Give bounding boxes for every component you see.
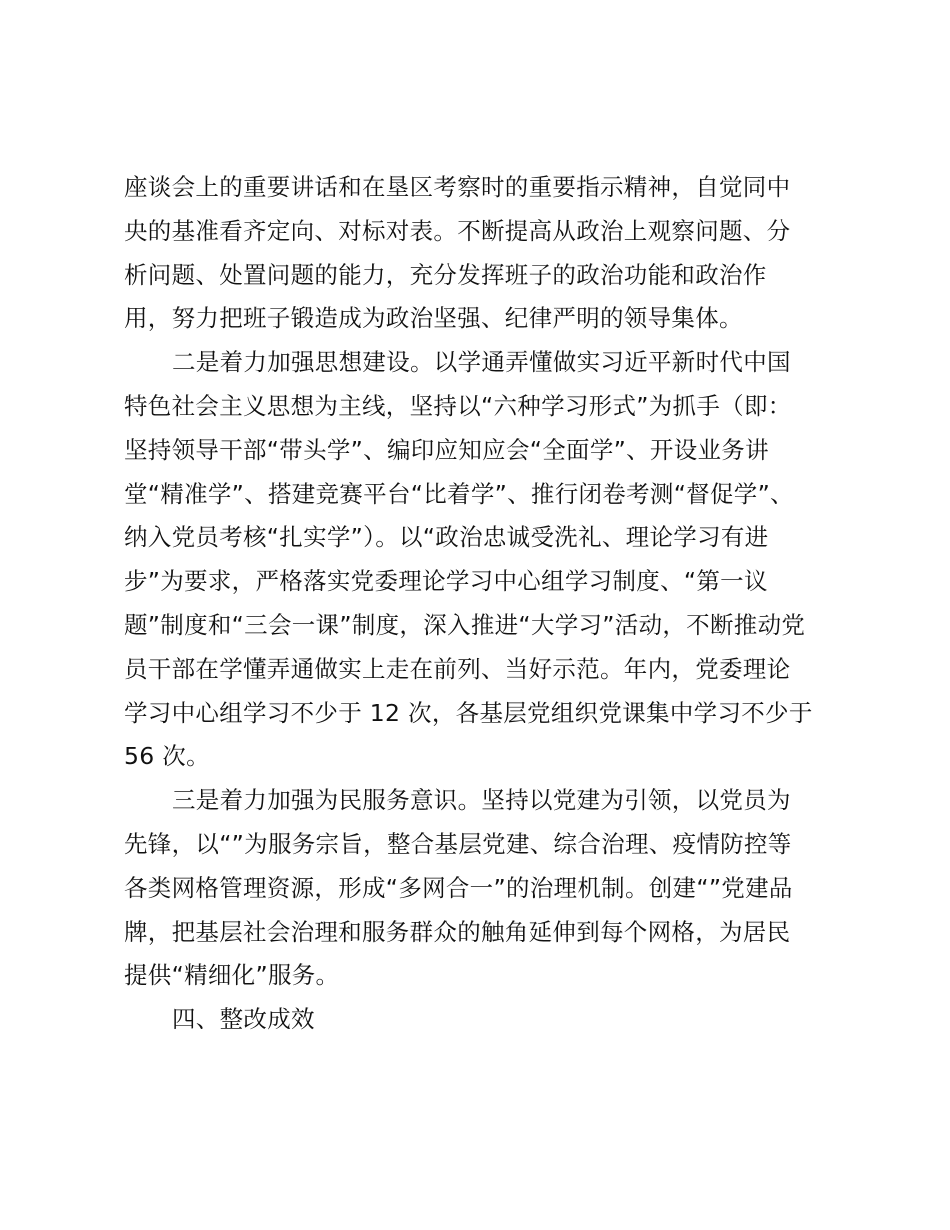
text-line: 牌，把基层社会治理和服务群众的触角延伸到每个网格，为居民 bbox=[124, 917, 791, 946]
text-line: 央的基准看齐定向、对标对表。不断提高从政治上观察问题、分 bbox=[124, 216, 791, 245]
text-line: 特色社会主义思想为主线，坚持以“六种学习形式”为抓手（即： bbox=[124, 391, 792, 420]
text-line: 学习中心组学习不少于 12 次，各基层党组织党课集中学习不少于 bbox=[124, 698, 813, 727]
text-line: 步”为要求，严格落实党委理论学习中心组学习制度、“第一议 bbox=[124, 567, 768, 596]
text-line: 堂“精准学”、搭建竞赛平台“比着学”、推行闭卷考测“督促学”、 bbox=[124, 479, 794, 508]
paragraph-start-line: 二是着力加强思想建设。以学通弄懂做实习近平新时代中国 bbox=[172, 348, 791, 377]
text-line: 员干部在学懂弄通做实上走在前列、当好示范。年内，党委理论 bbox=[124, 654, 791, 683]
section-heading: 四、整改成效 bbox=[172, 1005, 315, 1034]
text-line: 析问题、处置问题的能力，充分发挥班子的政治功能和政治作 bbox=[124, 260, 767, 289]
text-line: 先锋，以“”为服务宗旨，整合基层党建、综合治理、疫情防控等 bbox=[124, 829, 792, 858]
text-line: 座谈会上的重要讲话和在垦区考察时的重要指示精神，自觉同中 bbox=[124, 173, 791, 201]
text-line: 提供“精细化”服务。 bbox=[124, 961, 340, 990]
text-line: 用，努力把班子锻造成为政治坚强、纪律严明的领导集体。 bbox=[124, 304, 743, 333]
text-line: 纳入党员考核“扎实学”）。以“政治忠诚受洗礼、理论学习有进 bbox=[124, 523, 769, 552]
text-line: 各类网格管理资源，形成“多网合一”的治理机制。创建“”党建品 bbox=[124, 873, 793, 902]
paragraph-start-line: 三是着力加强为民服务意识。坚持以党建为引领，以党员为 bbox=[172, 786, 791, 815]
text-line: 题”制度和“三会一课”制度，深入推进“大学习”活动，不断推动党 bbox=[124, 610, 806, 639]
text-line: 56 次。 bbox=[124, 742, 210, 771]
text-line: 坚持领导干部“带头学”、编印应知应会“全面学”、开设业务讲 bbox=[124, 435, 769, 464]
document-body bbox=[124, 166, 840, 1042]
